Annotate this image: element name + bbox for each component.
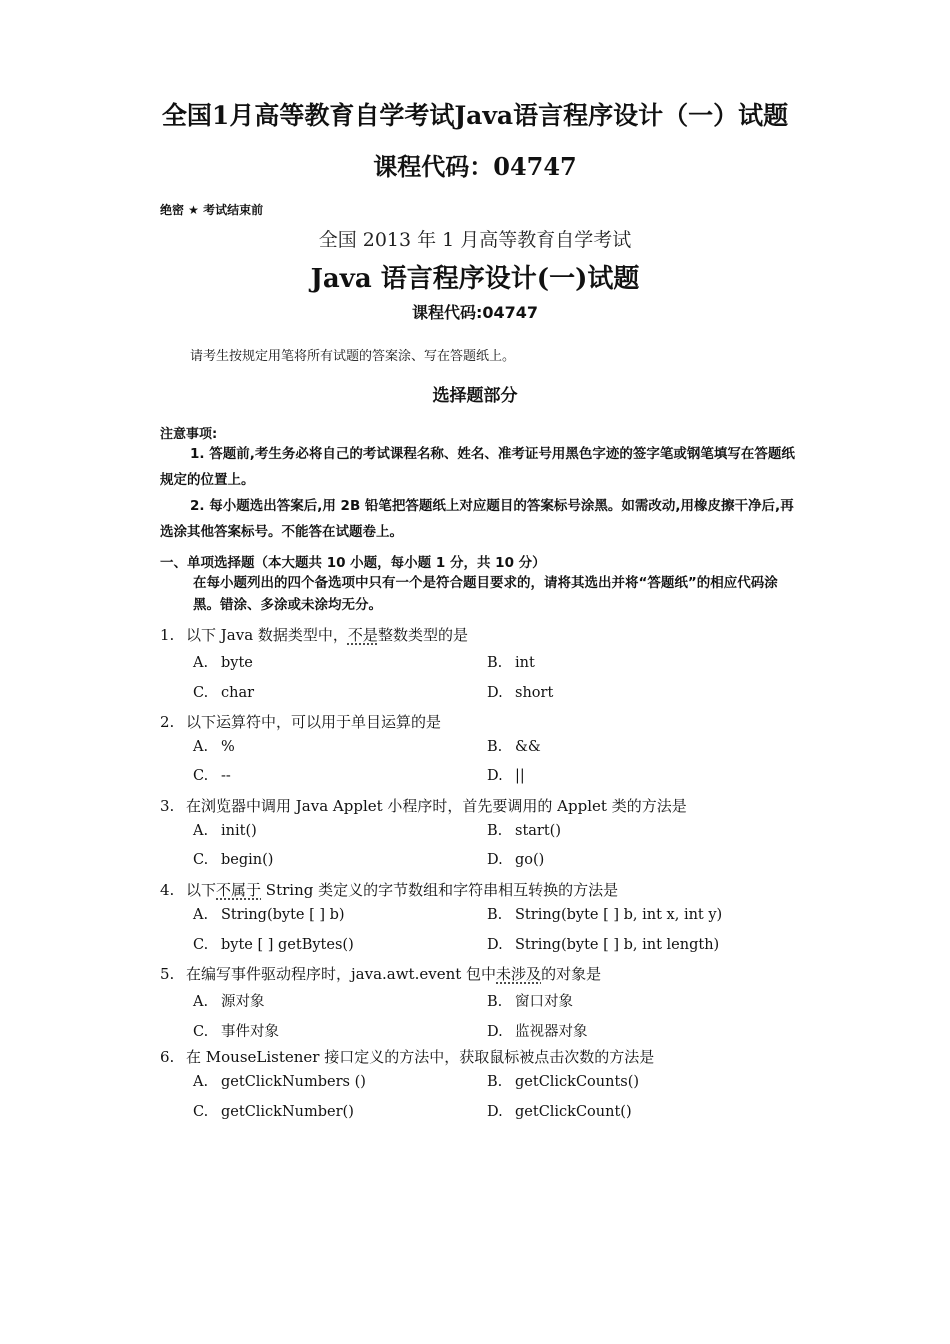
option-label: D.	[487, 852, 503, 868]
question-5-option-c	[193, 1020, 279, 1041]
question-6-option-d	[487, 1104, 632, 1120]
option-label: D.	[487, 1024, 503, 1040]
option-label: A.	[193, 1074, 209, 1090]
option-label: B.	[487, 994, 503, 1010]
option-label: D.	[487, 937, 503, 953]
option-label: D.	[487, 1104, 503, 1120]
option-text: byte [ ] getBytes()	[221, 937, 354, 953]
paper-title: Java 语言程序设计(一)试题	[310, 264, 640, 294]
option-text: getClickCount()	[515, 1104, 632, 1120]
question-5-option-b	[487, 990, 573, 1011]
option-text: 事件对象	[221, 1024, 279, 1040]
question-5-option-d	[487, 1020, 588, 1041]
option-text: ||	[515, 768, 525, 784]
option-label: B.	[487, 907, 503, 923]
question-6-option-a	[193, 1074, 366, 1090]
option-text: go()	[515, 852, 545, 868]
part-one-description: 在每小题列出的四个备选项中只有一个是符合题目要求的，请将其选出并将“答题纸”的相应代码涂黑。错涂、多涂或未涂均无分。	[193, 575, 778, 613]
question-1-option-d	[487, 685, 553, 701]
option-text: getClickNumber()	[221, 1104, 354, 1120]
question-number: 2.	[160, 713, 175, 731]
option-label: B.	[487, 1074, 503, 1090]
option-text: String(byte [ ] b, int x, int y)	[515, 907, 723, 923]
question-4-option-c	[193, 937, 354, 953]
option-text: --	[221, 768, 231, 784]
option-text: getClickCounts()	[515, 1074, 640, 1090]
option-text: getClickNumbers ()	[221, 1074, 366, 1090]
option-text: byte	[221, 655, 253, 671]
option-text: String(byte [ ] b)	[221, 907, 345, 923]
part-one-title: 一、单项选择题（本大题共 10 小题，每小题 1 分，共 10 分）	[160, 555, 546, 571]
question-number: 3.	[160, 797, 175, 815]
question-3-option-c	[193, 852, 273, 868]
option-label: B.	[487, 655, 503, 671]
question-emphasis: 不属于	[216, 881, 262, 899]
question-text: 以下 Java 数据类型中，	[186, 626, 348, 644]
section-title: 选择题部分	[432, 386, 518, 406]
question-3	[160, 795, 687, 816]
paper-course-code: 课程代码:04747	[411, 303, 539, 322]
question-4-option-d	[487, 937, 719, 953]
option-text: start()	[515, 823, 561, 839]
option-label: A.	[193, 907, 209, 923]
question-3-option-a	[193, 823, 257, 839]
option-label: B.	[487, 739, 503, 755]
question-3-option-d	[487, 852, 544, 868]
option-text: init()	[221, 823, 257, 839]
question-text: 以下	[186, 881, 217, 899]
option-label: C.	[193, 852, 209, 868]
question-number: 6.	[160, 1048, 175, 1066]
question-2	[160, 711, 441, 732]
question-number: 4.	[160, 881, 175, 899]
question-4	[160, 879, 618, 900]
question-2-option-a	[193, 739, 235, 755]
option-label: C.	[193, 1024, 209, 1040]
option-text: char	[221, 685, 255, 701]
option-text: 监视器对象	[515, 1024, 588, 1040]
option-text: short	[515, 685, 554, 701]
option-text: 窗口对象	[515, 994, 573, 1010]
question-6-option-b	[487, 1074, 639, 1090]
question-1	[160, 624, 468, 645]
option-text: 源对象	[221, 994, 265, 1010]
confidential-mark: 绝密 ★ 考试结束前	[160, 203, 264, 217]
question-number: 5.	[160, 965, 175, 983]
question-1-option-c	[193, 685, 254, 701]
question-2-option-d	[487, 768, 525, 784]
option-text: &&	[515, 739, 541, 755]
option-label: C.	[193, 768, 209, 784]
question-text-tail: 整数类型的是	[377, 626, 468, 644]
option-label: C.	[193, 685, 209, 701]
notice-item-2-text: 2. 每小题选出答案后,用 2B 铅笔把答题纸上对应题目的答案标号涂黑。如需改动,用橡皮擦干净后,再选涂其他答案标号。不能答在试题卷上。	[160, 498, 794, 540]
question-number: 1.	[160, 626, 175, 644]
exam-heading: 全国 2013 年 1 月高等教育自学考试	[318, 229, 632, 251]
question-text: 在浏览器中调用 Java Applet 小程序时，首先要调用的 Applet 类的方法是	[186, 797, 687, 815]
option-label: D.	[487, 685, 503, 701]
notice-label: 注意事项:	[160, 427, 218, 442]
option-text: %	[221, 739, 235, 755]
question-text-tail: String 类定义的字节数组和字符串相互转换的方法是	[261, 881, 619, 899]
option-text: String(byte [ ] b, int length)	[515, 937, 720, 953]
question-2-option-c	[193, 768, 231, 784]
option-label: A.	[193, 823, 209, 839]
question-5-option-a	[193, 990, 265, 1011]
answer-instruction: 请考生按规定用笔将所有试题的答案涂、写在答题纸上。	[190, 349, 516, 364]
question-text: 以下运算符中，可以用于单目运算的是	[186, 713, 442, 731]
question-text: 在 MouseListener 接口定义的方法中，获取鼠标被点击次数的方法是	[186, 1048, 655, 1066]
question-emphasis: 未涉及	[496, 965, 542, 983]
question-1-option-a	[193, 655, 253, 671]
option-label: A.	[193, 655, 209, 671]
question-6	[160, 1046, 654, 1067]
document-course-code: 课程代码：04747	[373, 152, 577, 181]
option-text: int	[515, 655, 535, 671]
question-5	[160, 963, 601, 984]
option-label: D.	[487, 768, 503, 784]
question-6-option-c	[193, 1104, 354, 1120]
question-2-option-b	[487, 739, 541, 755]
option-label: B.	[487, 823, 503, 839]
question-text: 在编写事件驱动程序时，java.awt.event 包中	[186, 965, 497, 983]
notice-item-1	[160, 441, 800, 493]
option-label: A.	[193, 994, 209, 1010]
question-emphasis: 不是	[347, 626, 378, 644]
question-3-option-b	[487, 823, 561, 839]
option-label: C.	[193, 937, 209, 953]
option-text: begin()	[221, 852, 274, 868]
option-label: C.	[193, 1104, 209, 1120]
notice-item-1-text: 1. 答题前,考生务必将自己的考试课程名称、姓名、准考证号用黑色字迹的签字笔或钢笔填写在答题纸规定的位置上。	[160, 446, 795, 488]
question-1-option-b	[487, 655, 535, 671]
question-4-option-a	[193, 907, 345, 923]
question-text-tail: 的对象是	[541, 965, 602, 983]
document-title: 全国1月高等教育自学考试Java语言程序设计（一）试题	[161, 101, 789, 130]
notice-item-2	[160, 493, 800, 545]
option-label: A.	[193, 739, 209, 755]
question-4-option-b	[487, 907, 722, 923]
